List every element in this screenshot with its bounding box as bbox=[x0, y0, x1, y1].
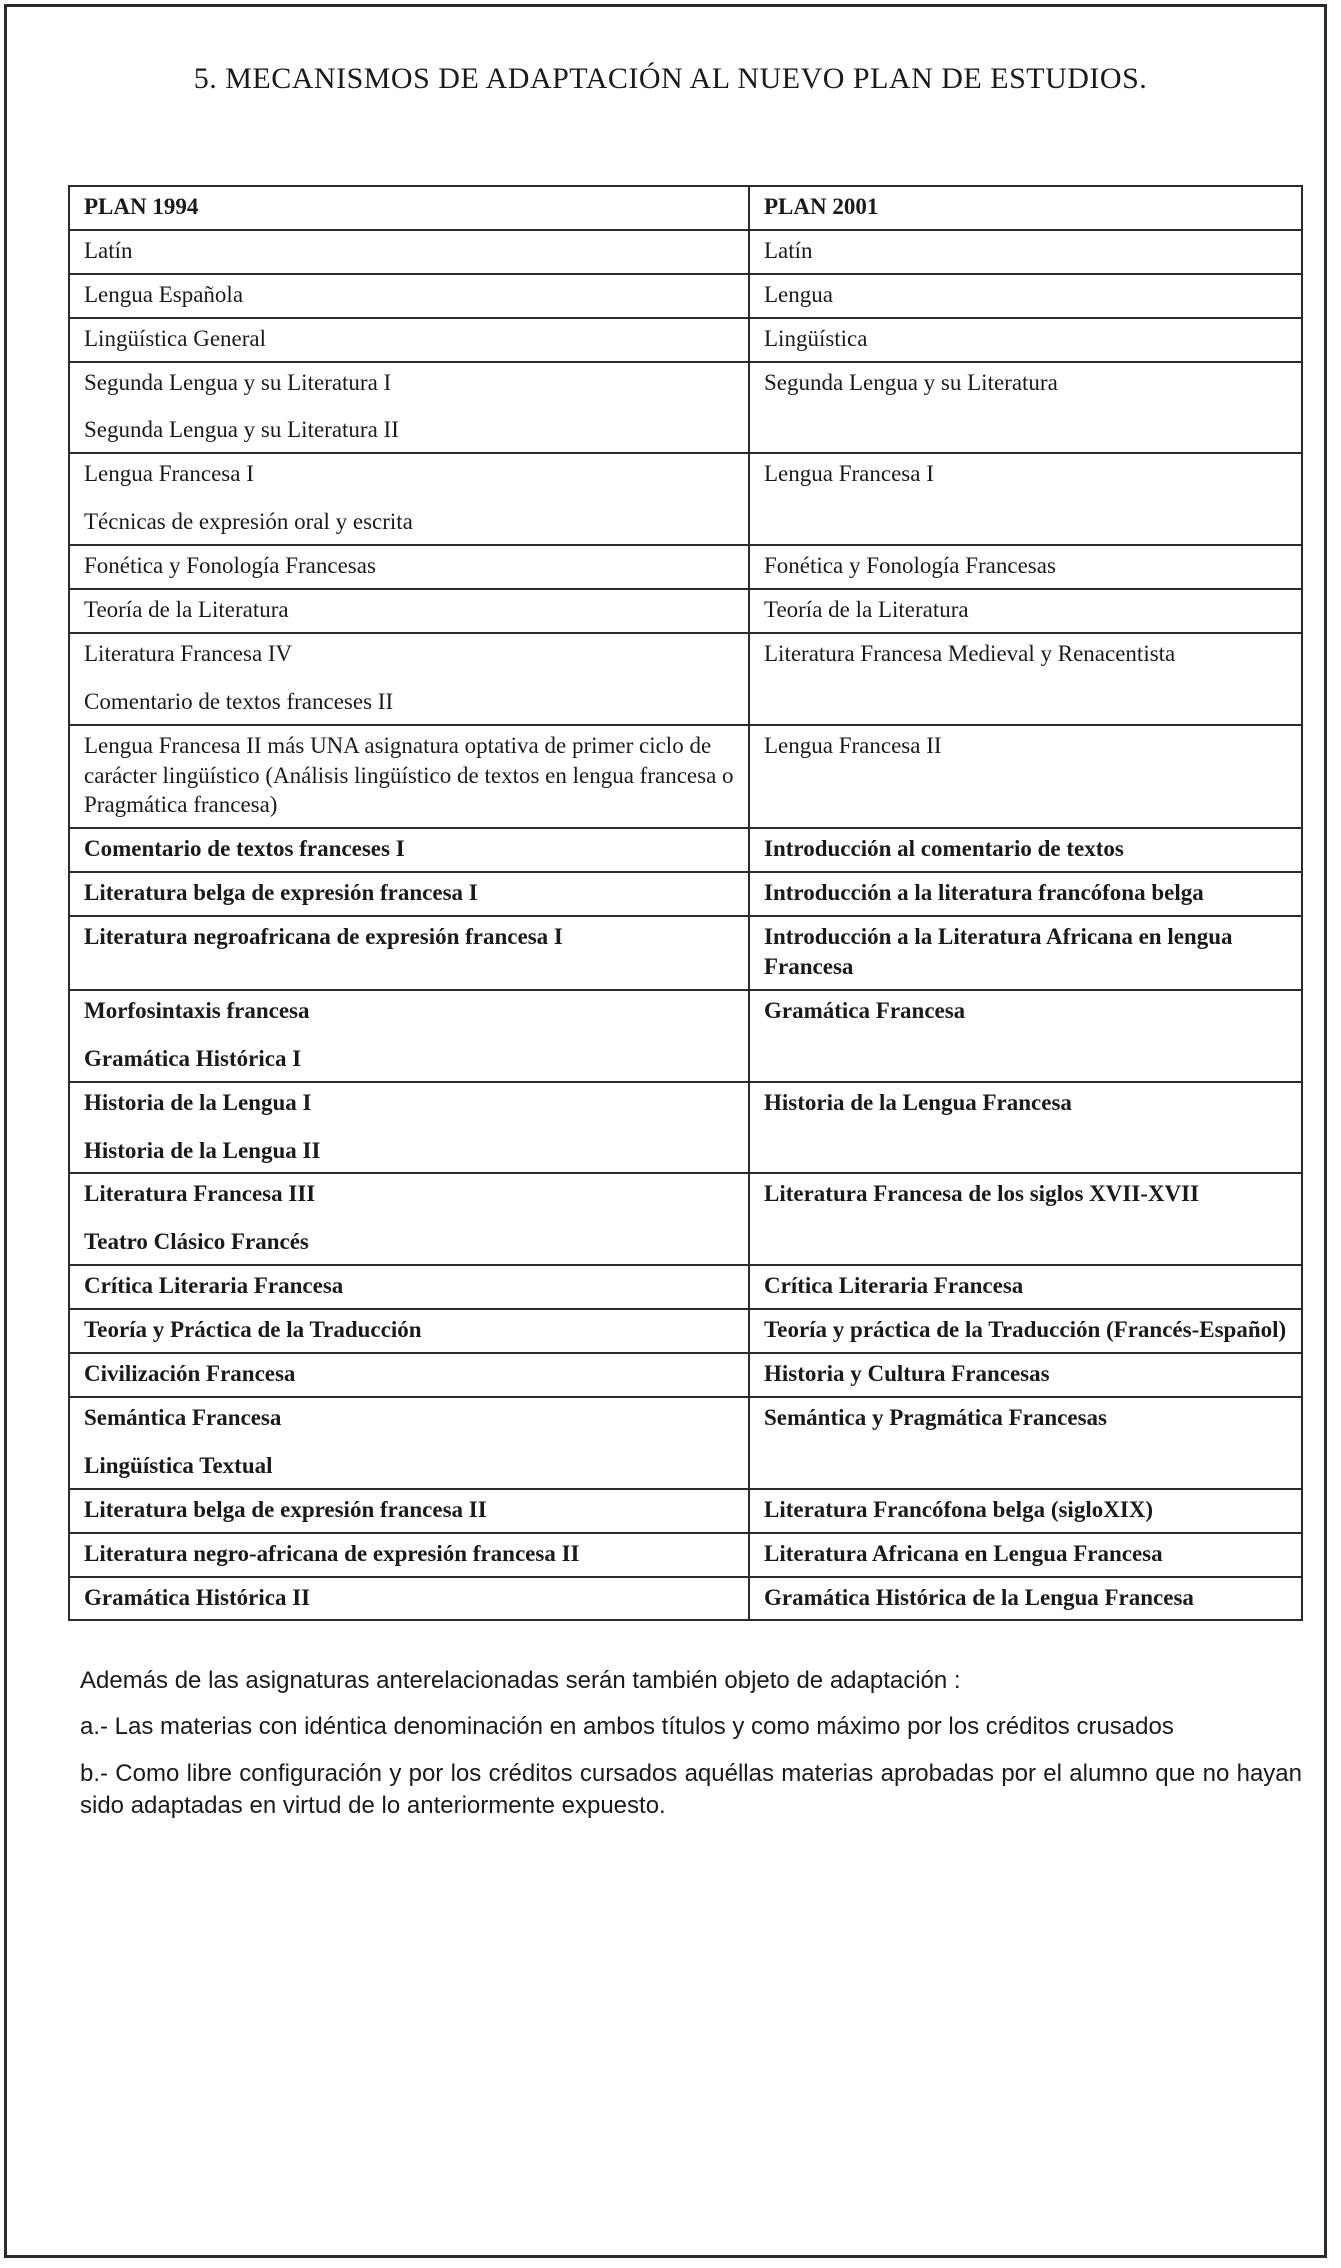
cell-plan-1994 bbox=[69, 1533, 749, 1577]
cell-plan-2001 bbox=[749, 589, 1302, 633]
subject-name: Historia de la Lengua II bbox=[84, 1137, 321, 1163]
cell-plan-1994 bbox=[69, 1353, 749, 1397]
subject-name: Teoría de la Literatura bbox=[764, 597, 969, 623]
table-row bbox=[69, 453, 1302, 545]
cell-plan-2001 bbox=[749, 1397, 1302, 1489]
table-row bbox=[69, 318, 1302, 362]
table-row bbox=[69, 1397, 1302, 1489]
subject-name: Lengua Francesa II más UNA asignatura optativa de primer ciclo de carácter lingüístico (Análisis lingüístico de textos en lengua francesa o Pragmática francesa) bbox=[84, 732, 734, 818]
cell-plan-2001 bbox=[749, 725, 1302, 829]
table-row bbox=[69, 990, 1302, 1082]
subject-name: Semántica Francesa bbox=[84, 1404, 282, 1430]
cell-plan-1994 bbox=[69, 230, 749, 274]
cell-plan-1994 bbox=[69, 589, 749, 633]
subject-name: Segunda Lengua y su Literatura bbox=[764, 369, 1058, 395]
table-header-row bbox=[69, 186, 1302, 230]
subject-name: Gramática Histórica de la Lengua Francesa bbox=[764, 1584, 1194, 1610]
header-plan-1994: PLAN 1994 bbox=[69, 186, 749, 230]
subject-name: Lengua Francesa II bbox=[764, 732, 942, 758]
subject-name: Teoría de la Literatura bbox=[84, 597, 289, 623]
cell-plan-1994 bbox=[69, 318, 749, 362]
subject-name: Literatura negro-africana de expresión francesa II bbox=[84, 1540, 580, 1566]
subject-name: Latín bbox=[84, 237, 133, 263]
cell-plan-1994 bbox=[69, 1577, 749, 1621]
cell-plan-1994 bbox=[69, 1397, 749, 1489]
subject-name: Gramática Histórica II bbox=[84, 1584, 311, 1610]
cell-plan-2001 bbox=[749, 828, 1302, 872]
cell-plan-1994 bbox=[69, 362, 749, 454]
subject-name: Fonética y Fonología Francesas bbox=[84, 553, 376, 579]
subject-name: Fonética y Fonología Francesas bbox=[764, 553, 1056, 579]
cell-plan-2001 bbox=[749, 362, 1302, 454]
table-row bbox=[69, 230, 1302, 274]
subject-name: Introducción a la literatura francófona belga bbox=[764, 880, 1204, 906]
subject-name: Lingüística General bbox=[84, 325, 267, 351]
cell-plan-1994 bbox=[69, 828, 749, 872]
subject-name: Morfosintaxis francesa bbox=[84, 997, 310, 1023]
table-row bbox=[69, 916, 1302, 990]
subject-name: Historia y Cultura Francesas bbox=[764, 1361, 1050, 1387]
cell-plan-2001 bbox=[749, 1173, 1302, 1265]
cell-plan-1994 bbox=[69, 990, 749, 1082]
subject-name: Comentario de textos franceses II bbox=[84, 688, 394, 714]
subject-name: Teoría y práctica de la Traducción (Francés-Español) bbox=[764, 1317, 1287, 1343]
subject-name: Literatura negroafricana de expresión francesa I bbox=[84, 924, 563, 950]
subject-name: Latín bbox=[764, 237, 813, 263]
subject-name: Lengua bbox=[764, 281, 833, 307]
cell-plan-1994 bbox=[69, 1082, 749, 1174]
cell-plan-2001 bbox=[749, 1489, 1302, 1533]
cell-plan-2001 bbox=[749, 545, 1302, 589]
cell-plan-2001 bbox=[749, 1309, 1302, 1353]
cell-plan-1994 bbox=[69, 633, 749, 725]
table-row bbox=[69, 633, 1302, 725]
adaptation-table-container bbox=[68, 185, 1303, 1621]
cell-plan-1994 bbox=[69, 1309, 749, 1353]
cell-plan-2001 bbox=[749, 990, 1302, 1082]
table-row bbox=[69, 1577, 1302, 1621]
section-title: 5. MECANISMOS DE ADAPTACIÓN AL NUEVO PLAN DE ESTUDIOS. bbox=[193, 62, 1148, 95]
subject-name: Historia de la Lengua Francesa bbox=[764, 1089, 1072, 1115]
subject-name: Civilización Francesa bbox=[84, 1361, 296, 1387]
subject-name: Teatro Clásico Francés bbox=[84, 1229, 309, 1255]
table-row bbox=[69, 1309, 1302, 1353]
table-row bbox=[69, 725, 1302, 829]
adaptation-notes bbox=[80, 1665, 1302, 1823]
table-row bbox=[69, 1173, 1302, 1265]
subject-name: Técnicas de expresión oral y escrita bbox=[84, 509, 413, 535]
table-row bbox=[69, 872, 1302, 916]
cell-plan-2001 bbox=[749, 318, 1302, 362]
subject-name: Lingüística Textual bbox=[84, 1452, 273, 1478]
subject-name: Literatura Francesa Medieval y Renacentista bbox=[764, 640, 1176, 666]
note-item-a: a.- Las materias con idéntica denominación en ambos títulos y como máximo por los créditos crusados bbox=[80, 1713, 1174, 1741]
cell-plan-2001 bbox=[749, 1265, 1302, 1309]
cell-plan-2001 bbox=[749, 274, 1302, 318]
table-row bbox=[69, 828, 1302, 872]
subject-name: Literatura Francófona belga (sigloXIX) bbox=[764, 1496, 1154, 1522]
subject-name: Literatura Africana en Lengua Francesa bbox=[764, 1540, 1163, 1566]
cell-plan-2001 bbox=[749, 633, 1302, 725]
table-body bbox=[69, 230, 1302, 1621]
subject-name: Introducción a la Literatura Africana en lengua Francesa bbox=[764, 924, 1233, 980]
notes-intro: Además de las asignaturas anterelacionadas serán también objeto de adaptación : bbox=[80, 1667, 961, 1694]
subject-name: Introducción al comentario de textos bbox=[764, 836, 1124, 862]
table-row bbox=[69, 1082, 1302, 1174]
table-row bbox=[69, 1533, 1302, 1577]
table-row bbox=[69, 362, 1302, 454]
table-row bbox=[69, 1489, 1302, 1533]
cell-plan-2001 bbox=[749, 1353, 1302, 1397]
subject-name: Semántica y Pragmática Francesas bbox=[764, 1404, 1108, 1430]
subject-name: Lengua Francesa I bbox=[84, 461, 254, 487]
table-row bbox=[69, 1353, 1302, 1397]
cell-plan-2001 bbox=[749, 1082, 1302, 1174]
subject-name: Historia de la Lengua I bbox=[84, 1089, 312, 1115]
subject-name: Literatura Francesa IV bbox=[84, 640, 293, 666]
table-row bbox=[69, 589, 1302, 633]
cell-plan-1994 bbox=[69, 1265, 749, 1309]
subject-name: Lengua Española bbox=[84, 281, 244, 307]
cell-plan-2001 bbox=[749, 230, 1302, 274]
adaptation-table bbox=[68, 185, 1303, 1621]
cell-plan-1994 bbox=[69, 274, 749, 318]
subject-name: Gramática Francesa bbox=[764, 997, 966, 1023]
subject-name: Comentario de textos franceses I bbox=[84, 836, 405, 862]
subject-name: Segunda Lengua y su Literatura I bbox=[84, 369, 392, 395]
subject-name: Literatura belga de expresión francesa I bbox=[84, 880, 478, 906]
note-item-b: b.- Como libre configuración y por los créditos cursados aquéllas materias aprobadas por el alumno que no hayan sido adaptadas en virtud de lo anteriormente expuesto. bbox=[80, 1759, 1302, 1820]
cell-plan-1994 bbox=[69, 916, 749, 990]
cell-plan-1994 bbox=[69, 1489, 749, 1533]
cell-plan-2001 bbox=[749, 1533, 1302, 1577]
subject-name: Literatura Francesa III bbox=[84, 1181, 316, 1207]
subject-name: Literatura belga de expresión francesa II bbox=[84, 1496, 487, 1522]
cell-plan-1994 bbox=[69, 725, 749, 829]
table-row bbox=[69, 274, 1302, 318]
subject-name: Lingüística bbox=[764, 325, 868, 351]
subject-name: Teoría y Práctica de la Traducción bbox=[84, 1317, 422, 1343]
subject-name: Gramática Histórica I bbox=[84, 1045, 302, 1071]
cell-plan-2001 bbox=[749, 1577, 1302, 1621]
subject-name: Literatura Francesa de los siglos XVII-XVII bbox=[764, 1181, 1200, 1207]
cell-plan-2001 bbox=[749, 453, 1302, 545]
cell-plan-1994 bbox=[69, 453, 749, 545]
cell-plan-1994 bbox=[69, 1173, 749, 1265]
subject-name: Segunda Lengua y su Literatura II bbox=[84, 417, 399, 443]
subject-name: Crítica Literaria Francesa bbox=[84, 1273, 344, 1299]
cell-plan-1994 bbox=[69, 872, 749, 916]
subject-name: Lengua Francesa I bbox=[764, 461, 934, 487]
table-row bbox=[69, 545, 1302, 589]
header-plan-2001: PLAN 2001 bbox=[749, 186, 1302, 230]
table-row bbox=[69, 1265, 1302, 1309]
cell-plan-2001 bbox=[749, 872, 1302, 916]
cell-plan-2001 bbox=[749, 916, 1302, 990]
cell-plan-1994 bbox=[69, 545, 749, 589]
subject-name: Crítica Literaria Francesa bbox=[764, 1273, 1024, 1299]
